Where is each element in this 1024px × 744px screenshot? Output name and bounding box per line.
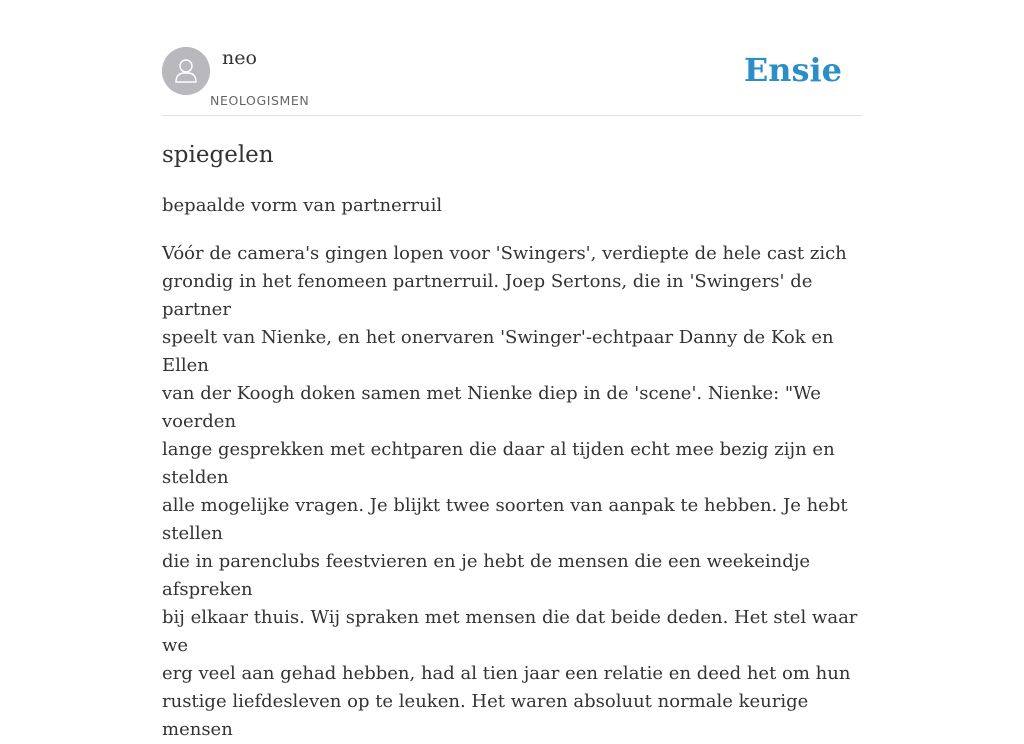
entry-example — [162, 240, 862, 744]
category-label[interactable]: NEOLOGISMEN — [210, 93, 310, 108]
entry-header — [162, 0, 862, 116]
example-line: van der Koogh doken samen met Nienke diep in de 'scene'. Nienke: "We voerden — [162, 383, 821, 432]
page-container — [162, 0, 862, 740]
example-line: erg veel aan gehad hebben, had al tien jaar een relatie en deed het om hun — [162, 663, 851, 684]
example-line: bij elkaar thuis. Wij spraken met mensen die dat beide deden. Het stel waar we — [162, 607, 858, 656]
example-line: Vóór de camera's gingen lopen voor 'Swingers', verdiepte de hele cast zich — [162, 243, 847, 264]
entry-term: spiegelen — [162, 142, 274, 168]
example-line: speelt van Nienke, en het onervaren 'Swinger'-echtpaar Danny de Kok en Ellen — [162, 327, 834, 376]
site-logo[interactable]: Ensie — [743, 51, 842, 89]
example-line: rustige liefdesleven op te leuken. Het waren absoluut normale keurige mensen — [162, 691, 809, 740]
entry-definition: bepaalde vorm van partnerruil — [162, 195, 443, 216]
example-line: lange gesprekken met echtparen die daar al tijden echt mee bezig zijn en stelden — [162, 439, 835, 488]
example-line: alle mogelijke vragen. Je blijkt twee soorten van aanpak te hebben. Je hebt stellen — [162, 495, 848, 544]
user-placeholder-icon — [162, 47, 210, 95]
example-line: die in parenclubs feestvieren en je hebt de mensen die een weekeindje afspreken — [162, 551, 811, 600]
username-link[interactable]: neo — [222, 47, 257, 69]
user-avatar[interactable] — [162, 47, 210, 95]
example-line: grondig in het fenomeen partnerruil. Joep Sertons, die in 'Swingers' de partner — [162, 271, 813, 320]
